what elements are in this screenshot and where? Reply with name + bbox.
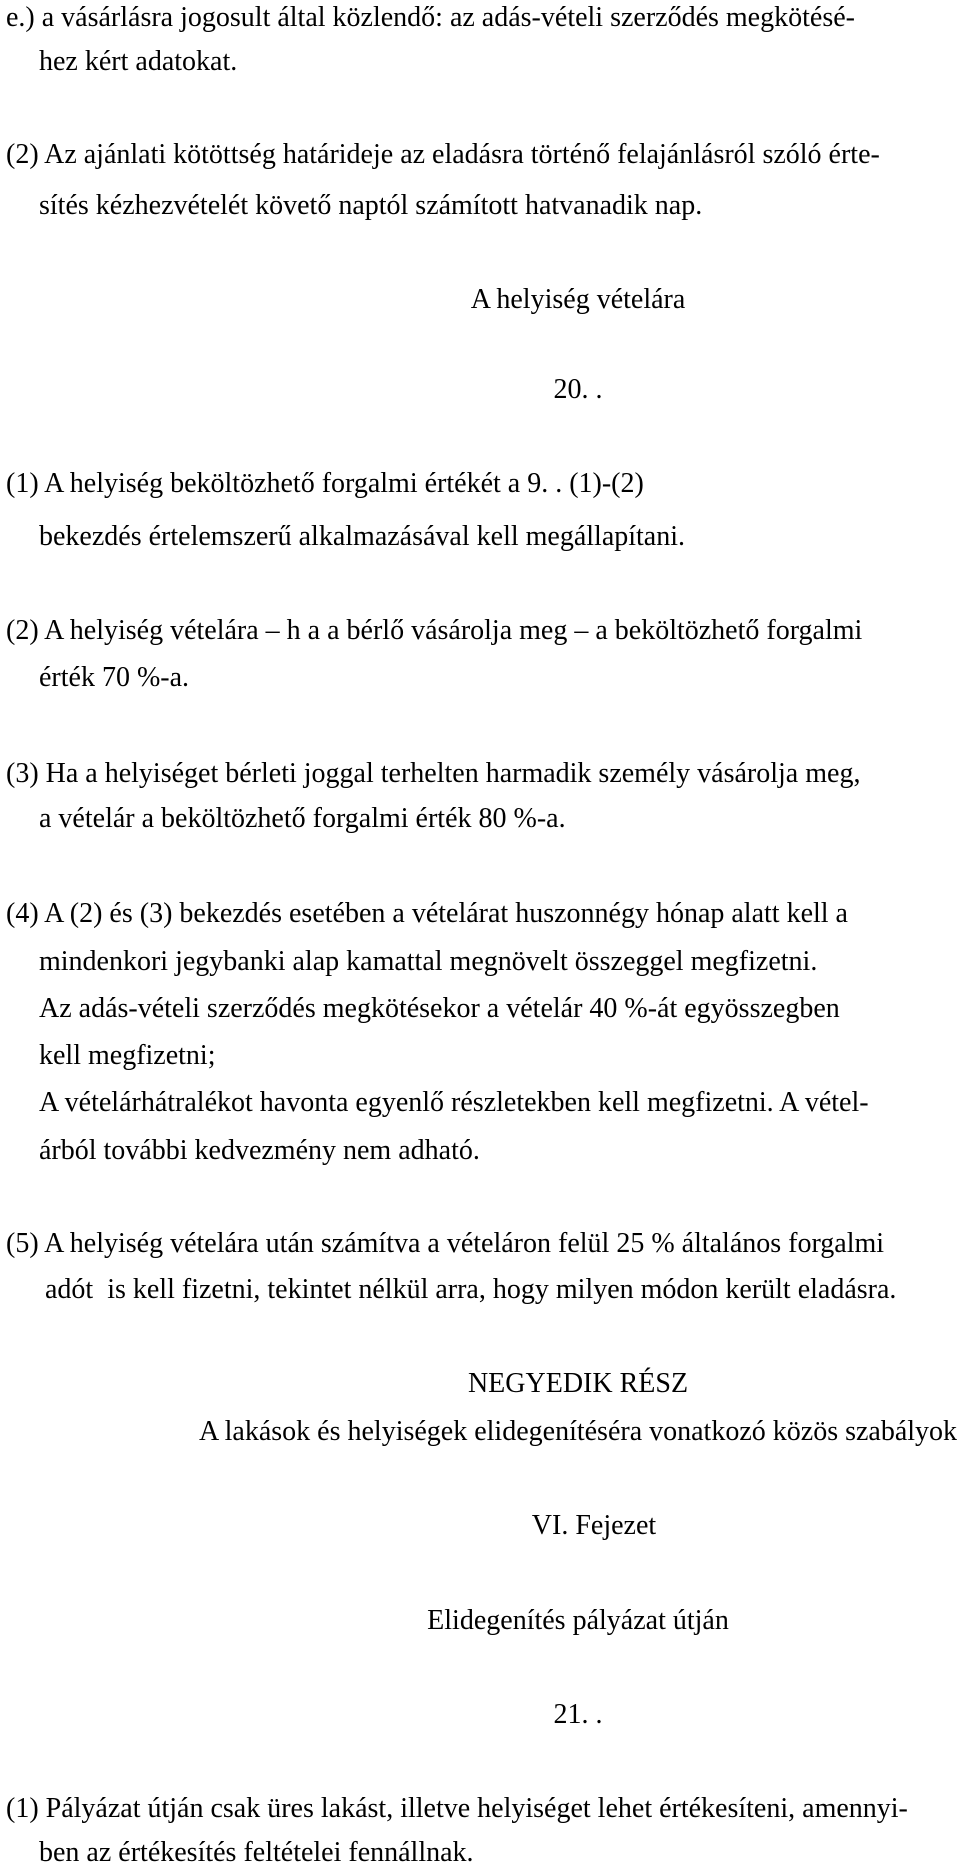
section-title: A helyiség vételára — [470, 284, 686, 315]
paragraph-line: A vételárhátralékot havonta egyenlő részletekben kell megfizetni. A vétel- — [39, 1087, 869, 1118]
section-number: 21. . — [553, 1699, 603, 1730]
paragraph-line: kell megfizetni; — [39, 1040, 216, 1071]
paragraph-line: Az adás-vételi szerződés megkötésekor a vételár 40 %-át egyösszegben — [39, 993, 840, 1024]
paragraph-line: (2) A helyiség vételára – h a a bérlő vásárolja meg – a beköltözhető forgalmi — [6, 615, 863, 646]
paragraph-line: (1) Pályázat útján csak üres lakást, illetve helyiséget lehet értékesíteni, amennyi- — [6, 1793, 908, 1824]
paragraph-line: a vételár a beköltözhető forgalmi érték 80 %-a. — [39, 803, 566, 834]
paragraph-line: sítés kézhezvételét követő naptól számított hatvanadik nap. — [39, 190, 703, 221]
paragraph-line: (2) Az ajánlati kötöttség határideje az eladásra történő felajánlásról szóló érte- — [6, 139, 880, 170]
paragraph-line: (5) A helyiség vételára után számítva a vételáron felül 25 % általános forgalmi — [6, 1228, 885, 1259]
paragraph-line: e.) a vásárlásra jogosult által közlendő: az adás-vételi szerződés megkötésé- — [6, 2, 855, 33]
chapter-title: Elidegenítés pályázat útján — [427, 1605, 729, 1636]
paragraph-line: érték 70 %-a. — [39, 662, 190, 693]
part-subtitle: A lakások és helyiségek elidegenítéséra vonatkozó közös szabályok — [198, 1416, 958, 1447]
paragraph-line: árból további kedvezmény nem adható. — [39, 1135, 480, 1166]
paragraph-line: adót is kell fizetni, tekintet nélkül arra, hogy milyen módon került eladásra. — [45, 1274, 897, 1305]
paragraph-line: hez kért adatokat. — [39, 46, 238, 77]
part-heading: NEGYEDIK RÉSZ — [467, 1368, 689, 1399]
paragraph-line: mindenkori jegybanki alap kamattal megnövelt összeggel megfizetni. — [39, 946, 818, 977]
section-number: 20. . — [553, 374, 603, 405]
paragraph-line: (3) Ha a helyiséget bérleti joggal terhelten harmadik személy vásárolja meg, — [6, 758, 861, 789]
paragraph-line: ben az értékesítés feltételei fennállnak. — [39, 1837, 474, 1868]
paragraph-line: bekezdés értelemszerű alkalmazásával kell megállapítani. — [39, 521, 686, 552]
chapter-heading: VI. Fejezet — [531, 1510, 657, 1541]
paragraph-line: (4) A (2) és (3) bekezdés esetében a vételárat huszonnégy hónap alatt kell a — [6, 898, 848, 929]
paragraph-line: (1) A helyiség beköltözhető forgalmi értékét a 9. . (1)-(2) — [6, 468, 644, 499]
